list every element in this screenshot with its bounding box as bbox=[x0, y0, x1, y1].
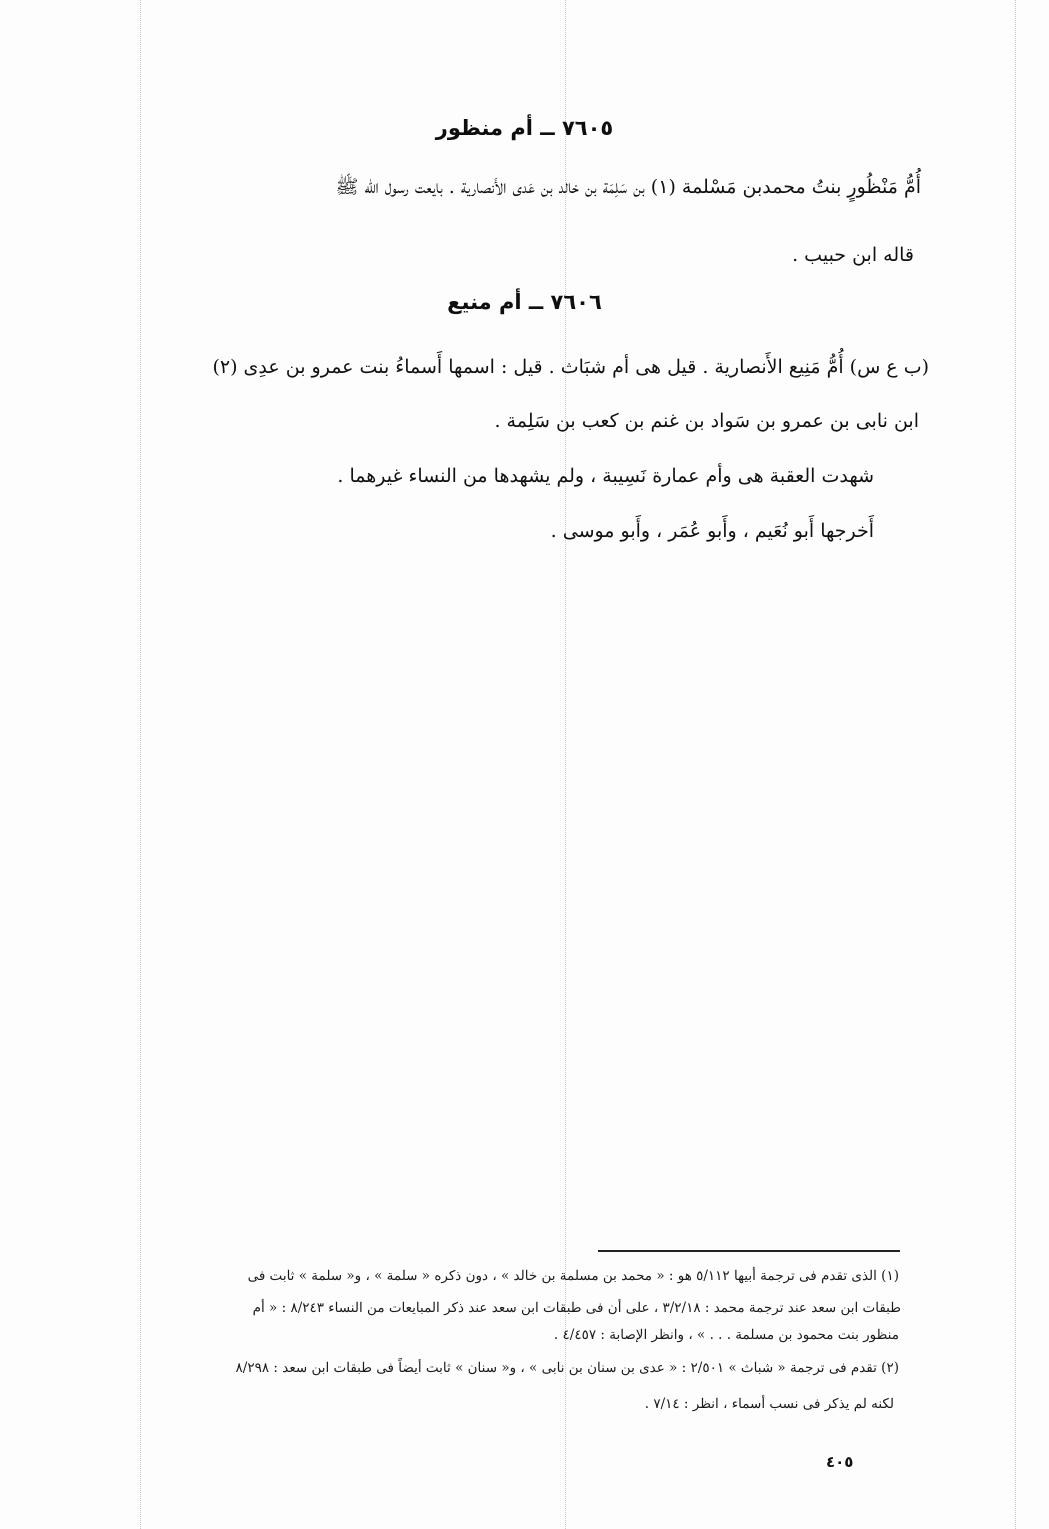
footnote-line: (٢) تقدم فى ترجمة « شباث » ٢/٥٠١ : « عدى بن سنان بن نابى » ، و« سنان » ثابت أيضاً فى طبقات ابن سعد : ٨/٢٩٨ bbox=[235, 1360, 899, 1376]
footnote-line: لكنه لم يذكر فى نسب أسماء ، انظر : ٧/١٤ . bbox=[644, 1396, 894, 1412]
entry-text-line: قاله ابن حبيب . bbox=[792, 244, 914, 266]
entry-text-line: ابن نابى بن عمرو بن سَواد بن غنم بن كعب بن سَلِمة . bbox=[494, 410, 919, 432]
entry-text-line: شهدت العقبة هى وأم عمارة نَسِيبة ، ولم يشهدها من النساء غيرهما . bbox=[337, 465, 874, 487]
entry-heading: ٧٦٠٥ ــ أم منظور bbox=[435, 116, 614, 140]
footnote-divider bbox=[598, 1250, 900, 1252]
page-number: ٤٠٥ bbox=[826, 1453, 854, 1471]
scan-artifact-line bbox=[1015, 0, 1016, 1529]
footnote-line: (١) الذى تقدم فى ترجمة أبيها ٥/١١٢ هو : « محمد بن مسلمة بن خالد » ، دون ذكره « سلمة » ، و« سلمة » ثابت فى bbox=[247, 1268, 899, 1284]
entry-text-line: أَخرجها أَبو نُعَيم ، وأَبو عُمَر ، وأَبو موسى . bbox=[550, 520, 874, 542]
entry-heading: ٧٦٠٦ ــ أم منيع bbox=[447, 290, 602, 314]
entry-text-line: (ب ع س) أُمُّ مَنِيع الأَنصارية . قيل هى أم شبَاث . قيل : اسمها أَسماءُ بنت عمرو بن عدِى (٢) bbox=[212, 356, 929, 378]
scan-artifact-line bbox=[140, 0, 141, 1529]
footnote-line: طبقات ابن سعد عند ترجمة محمد : ٣/٢/١٨ ، على أن فى طبقات ابن سعد عند ذكر المبايعات من النساء ٨/٢٤٣ : « أم bbox=[252, 1300, 901, 1316]
footnote-line: منظور بنت محمود بن مسلمة . . . » ، وانظر الإصابة : ٤/٤٥٧ . bbox=[553, 1327, 899, 1343]
entry-text-line: أُمُّ مَنْظُورٍ بنتُ محمدبن مَسْلمة (١) بن سَلِمَة بن خالد بن عَدى الأَنصارية . بايعت رسول الله ﷺ bbox=[335, 176, 921, 198]
